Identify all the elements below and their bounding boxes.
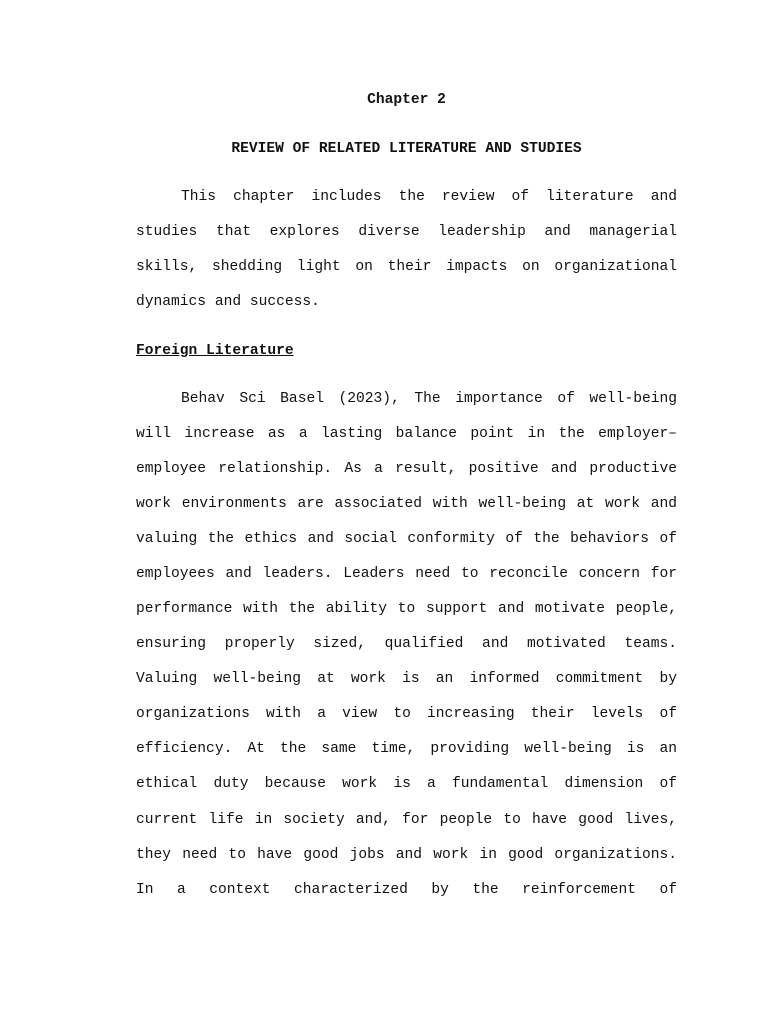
body-line: ethical duty because work is a fundamental dimension of xyxy=(136,776,677,792)
intro-line: studies that explores diverse leadership and managerial xyxy=(136,224,677,240)
section-heading: Foreign Literature xyxy=(136,343,294,359)
body-line: organizations with a view to increasing their levels of xyxy=(136,706,677,722)
body-line: performance with the ability to support and motivate people, xyxy=(136,601,677,617)
body-line: they need to have good jobs and work in good organizations. xyxy=(136,847,677,863)
body-line: Behav Sci Basel (2023), The importance of well-being xyxy=(181,391,677,407)
body-line: work environments are associated with well-being at work and xyxy=(136,496,677,512)
intro-line: dynamics and success. xyxy=(136,294,320,310)
body-line: efficiency. At the same time, providing well-being is an xyxy=(136,741,677,757)
body-line: employee relationship. As a result, positive and productive xyxy=(136,461,677,477)
intro-line: This chapter includes the review of literature and xyxy=(181,189,677,205)
body-line: In a context characterized by the reinforcement of xyxy=(136,882,677,898)
intro-line: skills, shedding light on their impacts on organizational xyxy=(136,259,677,275)
chapter-title: REVIEW OF RELATED LITERATURE AND STUDIES xyxy=(231,141,582,157)
body-line: valuing the ethics and social conformity of the behaviors of xyxy=(136,531,677,547)
body-line: Valuing well-being at work is an informed commitment by xyxy=(136,671,677,687)
chapter-label: Chapter 2 xyxy=(367,92,446,108)
body-line: ensuring properly sized, qualified and motivated teams. xyxy=(136,636,677,652)
body-line: employees and leaders. Leaders need to reconcile concern for xyxy=(136,566,677,582)
body-line: will increase as a lasting balance point in the employer– xyxy=(136,426,677,442)
body-line: current life in society and, for people to have good lives, xyxy=(136,812,677,828)
